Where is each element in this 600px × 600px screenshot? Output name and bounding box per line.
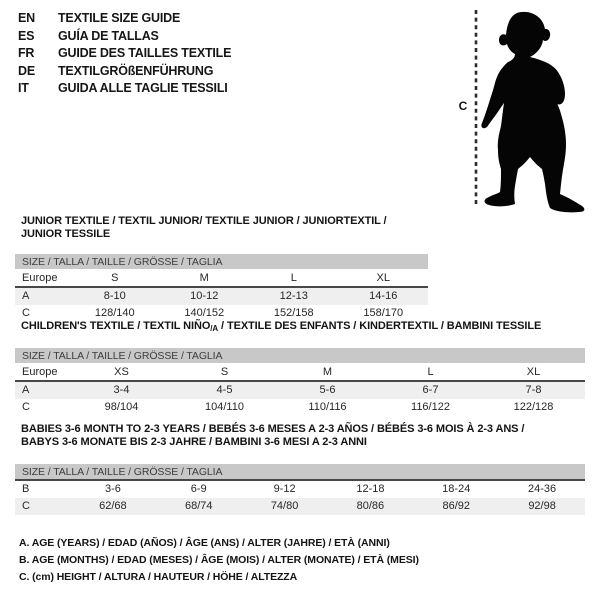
- childrens-textile-table: [15, 320, 585, 416]
- size-cell: 14-16: [369, 290, 398, 302]
- row-label: A: [22, 384, 30, 396]
- table-title-text: / TEXTILE DES ENFANTS / KINDERTEXTIL / BAMBINI TESSILE: [218, 320, 542, 332]
- size-cell: 12-13: [279, 290, 308, 302]
- size-cell: 24-36: [528, 483, 557, 495]
- size-header-band: SIZE / TALLA / TAILLE / GRÖSSE / TAGLIA: [15, 348, 585, 363]
- junior-textile-table: [15, 215, 428, 322]
- size-cell: 6-7: [422, 384, 439, 396]
- size-cell: S: [220, 365, 229, 378]
- language-row: [18, 45, 231, 63]
- size-cell: M: [199, 271, 209, 284]
- footnote-a: A. AGE (YEARS) / EDAD (AÑOS) / ÂGE (ANS) / ALTER (JAHRE) / ETÀ (ANNI): [19, 537, 390, 549]
- language-label: GUIDA ALLE TAGLIE TESSILI: [58, 81, 228, 95]
- language-row: [18, 80, 231, 98]
- language-code: EN: [18, 11, 35, 25]
- size-cell: 5-6: [319, 384, 336, 396]
- footnote-c: C. (cm) HEIGHT / ALTURA / HAUTEUR / HÖHE / ALTEZZA: [19, 570, 298, 583]
- babies-textile-table: [15, 423, 585, 515]
- size-cell: L: [427, 365, 434, 378]
- size-cell: 18-24: [442, 483, 471, 495]
- row-label: B: [22, 483, 30, 495]
- language-row: [18, 10, 231, 28]
- language-label: GUÍA DE TALLAS: [58, 28, 159, 43]
- size-cell: 74/80: [270, 500, 299, 512]
- language-label: TEXTILE SIZE GUIDE: [58, 11, 181, 25]
- size-cell: 104/110: [205, 401, 244, 413]
- language-code: FR: [18, 46, 35, 60]
- language-header: [18, 10, 231, 98]
- table-title-line2: BABYS 3-6 MONATE BIS 2-3 JAHRE / BAMBINI 3-6 MESI A 2-3 ANNI: [21, 436, 367, 448]
- language-row: [18, 28, 231, 46]
- size-cell: 3-4: [113, 384, 130, 396]
- size-cell: 152/158: [273, 307, 314, 319]
- footnotes: [19, 535, 419, 585]
- size-cell: 86/92: [442, 500, 470, 512]
- size-cell: 92/98: [528, 500, 556, 512]
- table-row: [15, 269, 428, 286]
- footnote-b: B. AGE (MONTHS) / EDAD (MESES) / ÂGE (MOIS) / ALTER (MONATE) / ETÀ (MESI): [19, 553, 419, 566]
- table-title: [21, 320, 585, 335]
- language-code: DE: [18, 63, 35, 78]
- language-code: ES: [18, 28, 35, 43]
- row-label: Europe: [22, 365, 58, 378]
- size-cell: L: [290, 271, 297, 284]
- size-cell: 7-8: [525, 384, 542, 396]
- size-cell: 62/68: [99, 500, 127, 512]
- size-cell: 6-9: [190, 483, 207, 495]
- table-title: JUNIOR TEXTILE / TEXTIL JUNIOR/ TEXTILE JUNIOR / JUNIORTEXTIL / JUNIOR TESSILE: [21, 215, 387, 240]
- baby-silhouette-icon: [470, 2, 595, 217]
- row-label: Europe: [22, 271, 58, 284]
- size-cell: M: [322, 365, 333, 378]
- size-cell: 122/128: [513, 401, 554, 413]
- height-marker-label: C: [458, 99, 468, 113]
- table-row: [15, 305, 428, 322]
- size-cell: 10-12: [190, 290, 219, 302]
- language-code: IT: [18, 81, 29, 95]
- size-cell: 140/152: [184, 307, 225, 319]
- row-label: C: [22, 401, 30, 413]
- size-cell: 116/122: [411, 401, 450, 413]
- size-cell: 9-12: [273, 483, 296, 495]
- size-cell: 80/86: [356, 500, 385, 512]
- size-cell: 110/116: [308, 401, 347, 413]
- row-label: C: [22, 307, 30, 319]
- size-cell: 128/140: [94, 307, 135, 319]
- size-cell: 4-5: [216, 384, 233, 396]
- table-title-line1: BABIES 3-6 MONTH TO 2-3 YEARS / BEBÉS 3-6 MESES A 2-3 AÑOS / BÉBÉS 3-6 MOIS À 2-3 ANS /: [21, 423, 525, 435]
- size-cell: S: [111, 271, 119, 284]
- size-cell: XL: [376, 271, 390, 284]
- row-label: A: [22, 290, 30, 302]
- size-cell: 68/74: [184, 500, 213, 512]
- baby-silhouette-path: [481, 12, 584, 212]
- table-row: [15, 399, 585, 416]
- language-row: [18, 63, 231, 81]
- size-cell: 3-6: [104, 483, 121, 495]
- size-cell: XL: [526, 365, 541, 378]
- table-row: [15, 363, 585, 380]
- language-label: GUIDE DES TAILLES TEXTILE: [58, 46, 232, 60]
- table-row: [15, 498, 585, 515]
- size-cell: 12-18: [356, 483, 385, 495]
- size-cell: 158/170: [363, 307, 404, 319]
- size-header-band: SIZE / TALLA / TAILLE / GRÖSSE / TAGLIA: [15, 464, 585, 479]
- size-cell: 8-10: [103, 290, 126, 302]
- size-cell: 98/104: [104, 401, 139, 413]
- language-label: TEXTILGRÖßENFÜHRUNG: [58, 63, 214, 78]
- table-row: [15, 288, 428, 305]
- table-row: [15, 481, 585, 498]
- row-label: C: [22, 500, 30, 512]
- size-cell: XS: [114, 365, 129, 378]
- table-title-subscript: /A: [210, 324, 219, 333]
- table-row: [15, 382, 585, 399]
- table-title-text: CHILDREN'S TEXTILE / TEXTIL NIÑO: [21, 320, 211, 332]
- size-header-band: SIZE / TALLA / TAILLE / GRÖSSE / TAGLIA: [15, 254, 428, 269]
